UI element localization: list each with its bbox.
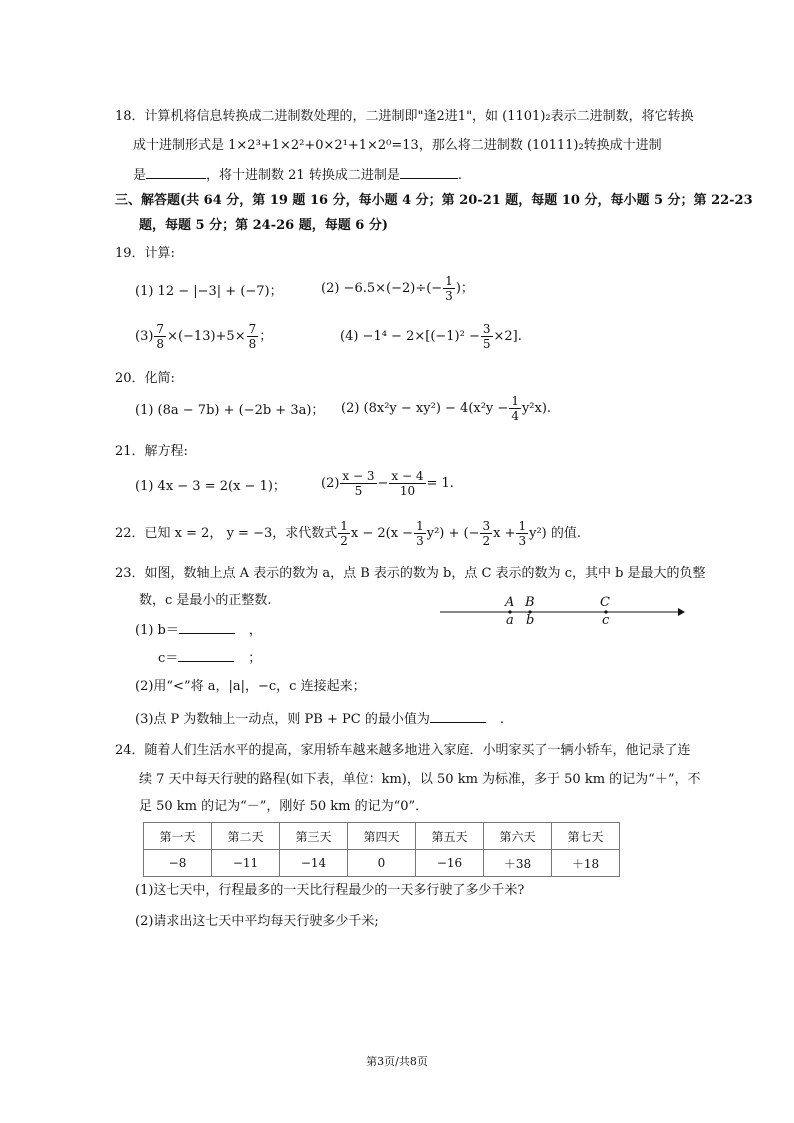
q24-line1: 24．随着人们生活水平的提高，家用轿车越来越多地进入家庭．小明家买了一辆小轿车，他记录了连 bbox=[115, 743, 691, 758]
q21-title: 21．解方程: bbox=[115, 444, 188, 459]
q23-part3: (3)点 P 为数轴上一动点，则 PB + PC 的最小值为 . bbox=[135, 709, 504, 729]
section3-line2: 题，每题 5 分；第 24-26 题，每题 6 分) bbox=[139, 218, 388, 233]
q19-title: 19．计算: bbox=[115, 246, 175, 261]
table-header-cell: 第五天 bbox=[416, 823, 484, 850]
q19-part3: (3) $\frac{7}{8}$ ×(−13)+5× $\frac{7}{8}$ ； bbox=[135, 322, 273, 351]
q24-line2: 续 7 天中每天行驶的路程(如下表，单位：km)，以 50 km 为标准，多于 50 km 的记为“＋”，不 bbox=[139, 772, 701, 787]
page-number: 第3页/共8页 bbox=[366, 1055, 428, 1068]
table-header-cell: 第七天 bbox=[552, 823, 620, 850]
q20-title: 20．化简: bbox=[115, 371, 175, 386]
point-label-a-upper: A bbox=[505, 595, 515, 610]
q19-part4: (4) −1⁴ − 2×[(−1)² − $\frac{3}{5}$ ×2]. bbox=[340, 322, 522, 351]
answer-blank[interactable] bbox=[430, 709, 486, 723]
q23-line2: 数，c 是最小的正整数. bbox=[139, 593, 272, 608]
answer-blank[interactable] bbox=[178, 648, 234, 662]
q24-part2: (2)请求出这七天中平均每天行驶多少千米; bbox=[135, 914, 379, 929]
table-cell: 0 bbox=[348, 850, 416, 877]
q18-line2: 成十进制形式是 1×2³+1×2²+0×2¹+1×2⁰=13，那么将二进制数 (10111)₂转换成十进制 bbox=[133, 138, 662, 153]
q18-line3: 是 ，将十进制数 21 转换成二进制是 . bbox=[133, 165, 462, 185]
table-cell: −16 bbox=[416, 850, 484, 877]
point-label-a-lower: a bbox=[506, 613, 514, 628]
q22-line: 22．已知 x = 2， y = −3，求代数式 $\frac{1}{2}$ x − 2(x − $\frac{1}{3}$ y²) + (− $\frac{3}{2}$ x + $\frac{1}{3}$ y²) 的值. bbox=[115, 519, 582, 548]
table-header-cell: 第四天 bbox=[348, 823, 416, 850]
q24-part1: (1)这七天中，行程最多的一天比行程最少的一天多行驶了多少千米? bbox=[135, 883, 525, 898]
q21-part2: (2) $\frac{x - 3}{5}$ − $\frac{x - 4}{10}$ = 1. bbox=[321, 469, 454, 498]
table-cell: −11 bbox=[212, 850, 280, 877]
table-header-cell: 第一天 bbox=[144, 823, 212, 850]
section3-line1: 三、解答题(共 64 分，第 19 题 16 分，每小题 4 分；第 20-21 题，每题 10 分，每小题 5 分；第 22-23 bbox=[115, 193, 753, 208]
table-header-cell: 第六天 bbox=[484, 823, 552, 850]
table-row bbox=[144, 850, 620, 877]
answer-blank[interactable] bbox=[146, 165, 206, 179]
point-label-c-upper: C bbox=[600, 595, 610, 610]
q23-part1-b: (1) b＝ ， bbox=[135, 620, 262, 640]
table-header-row bbox=[144, 823, 620, 850]
point-label-c-lower: c bbox=[602, 613, 610, 628]
q19-part1: (1) 12 − |−3| + (−7)； bbox=[135, 284, 283, 299]
q24-line3: 足 50 km 的记为“－”，刚好 50 km 的记为“0”． bbox=[139, 799, 429, 814]
answer-blank[interactable] bbox=[179, 620, 235, 634]
table-cell: −14 bbox=[280, 850, 348, 877]
number-line bbox=[440, 600, 685, 630]
answer-blank[interactable] bbox=[400, 165, 458, 179]
q23-part1-c: c＝ ； bbox=[158, 648, 261, 668]
table-header-cell: 第二天 bbox=[212, 823, 280, 850]
q23-line1: 23．如图，数轴上点 A 表示的数为 a，点 B 表示的数为 b，点 C 表示的数为 c，其中 b 是最大的负整 bbox=[115, 566, 706, 581]
mileage-table bbox=[143, 822, 620, 877]
q23-part2: (2)用“<”将 a，|a|，−c，c 连接起来； bbox=[135, 679, 366, 694]
q18-line1: 18．计算机将信息转换成二进制数处理的，二进制即"逢2进1"，如 (1101)₂表示二进制数，将它转换 bbox=[115, 109, 694, 124]
table-cell: −8 bbox=[144, 850, 212, 877]
point-label-b-lower: b bbox=[526, 613, 535, 628]
table-cell: ＋18 bbox=[552, 850, 620, 877]
table-cell: ＋38 bbox=[484, 850, 552, 877]
q20-part2: (2) (8x²y − xy²) − 4(x²y − $\frac{1}{4}$ y²x). bbox=[341, 394, 552, 423]
table-header-cell: 第三天 bbox=[280, 823, 348, 850]
q21-part1: (1) 4x − 3 = 2(x − 1)； bbox=[135, 479, 286, 494]
q20-part1: (1) (8a − 7b) + (−2b + 3a)； bbox=[135, 403, 325, 418]
q19-part2: (2) −6.5×(−2)÷(− $\frac{1}{3}$ )； bbox=[321, 274, 474, 303]
point-label-b-upper: B bbox=[525, 595, 535, 610]
